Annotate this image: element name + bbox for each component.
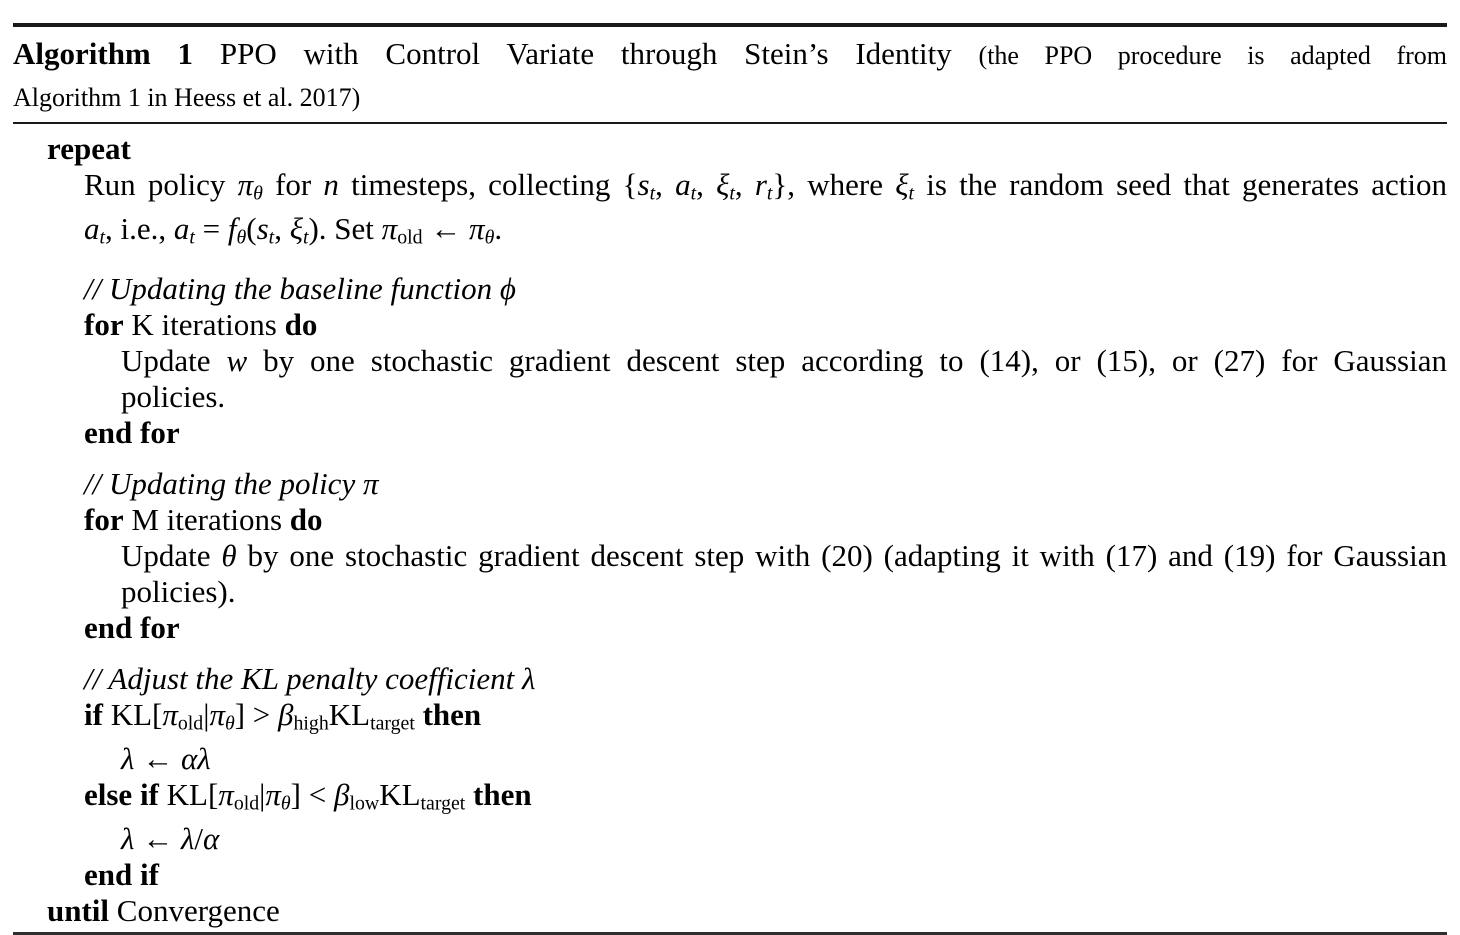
text-segment: π — [381, 211, 398, 247]
algorithm-line — [13, 777, 1447, 821]
algorithm-line — [13, 466, 1447, 502]
algorithm-line — [13, 610, 1447, 646]
text-segment: , i.e., — [105, 211, 174, 247]
text-segment: t — [690, 182, 697, 205]
algorithm-line — [13, 131, 1447, 167]
text-segment: timesteps, collecting — [338, 167, 623, 202]
text-segment: λ — [197, 741, 211, 777]
algorithm-line — [13, 857, 1447, 893]
text-segment: policies). — [121, 573, 236, 609]
text-segment: t — [729, 182, 735, 205]
text-segment: = — [194, 211, 228, 247]
text-segment: end if — [84, 857, 159, 893]
algorithm-line — [13, 821, 1447, 857]
text-segment: // Updating the baseline function ϕ — [84, 270, 516, 306]
text-segment: r — [754, 167, 767, 202]
text-segment: λ — [180, 821, 195, 857]
text-segment: ). Set — [308, 211, 382, 247]
text-segment: K iterations — [123, 306, 285, 342]
text-segment: // Updating the policy π — [84, 465, 379, 501]
text-segment — [415, 697, 423, 732]
text-segment: low — [349, 792, 380, 815]
text-segment: high — [293, 712, 329, 735]
text-segment: Convergence — [109, 893, 280, 929]
algorithm-line — [13, 741, 1447, 777]
text-segment: π — [209, 696, 225, 732]
algorithm-caption — [13, 34, 1447, 118]
text-segment: t — [268, 226, 275, 249]
text-segment: ξ — [716, 167, 730, 202]
text-segment: , — [274, 211, 290, 247]
text-segment: θ — [253, 182, 263, 205]
text-segment: ← — [134, 741, 181, 777]
text-segment: policies. — [121, 378, 226, 414]
text-segment: θ — [224, 712, 235, 735]
text-segment: a — [675, 167, 691, 202]
text-segment: Update — [121, 342, 227, 378]
text-segment: n — [323, 167, 339, 202]
text-segment: else if — [84, 777, 159, 813]
text-segment: }, where — [772, 167, 896, 202]
text-segment: λ — [121, 821, 135, 857]
text-segment: repeat — [47, 131, 131, 166]
text-segment: then — [473, 777, 532, 813]
algorithm-line — [13, 167, 1447, 211]
text-segment: a — [84, 211, 100, 247]
text-segment: Update — [121, 537, 222, 573]
text-segment: θ — [236, 226, 247, 249]
text-segment: by one stochastic gradient descent step with (20) (adapting it with (17) and (19) for Gaussian — [236, 537, 1447, 573]
text-segment: for — [84, 306, 124, 342]
algorithm-line — [13, 574, 1447, 610]
text-segment: t — [302, 226, 309, 249]
text-segment: is the random seed that generates action — [914, 167, 1448, 202]
text-segment: | — [203, 696, 210, 732]
text-segment: then — [422, 696, 482, 732]
text-segment: w — [226, 342, 248, 378]
text-segment: do — [289, 501, 323, 537]
line-spacer — [13, 256, 1447, 271]
top-rule — [13, 23, 1447, 27]
text-segment: π — [218, 777, 234, 813]
text-segment: ( — [246, 211, 257, 247]
algorithm-line — [13, 211, 1447, 255]
text-segment: M iterations — [123, 501, 290, 537]
text-segment: do — [284, 306, 318, 342]
text-segment — [465, 777, 473, 812]
text-segment: θ — [484, 226, 495, 249]
text-segment: s — [637, 167, 650, 202]
text-segment: KL[ — [102, 696, 163, 732]
text-segment: { — [622, 167, 638, 202]
text-segment: (the PPO procedure is adapted from — [978, 41, 1448, 70]
algorithm-line — [13, 697, 1447, 741]
text-segment: , — [655, 167, 676, 202]
text-segment: π — [469, 211, 485, 247]
line-spacer — [13, 646, 1447, 661]
text-segment: Algorithm 1 in Heess et al. 2017) — [13, 83, 361, 112]
text-segment: f — [227, 211, 237, 247]
text-segment: end for — [84, 609, 180, 645]
text-segment: old — [397, 226, 423, 249]
caption-rule — [13, 122, 1447, 124]
algorithm-line — [13, 343, 1447, 379]
line-spacer — [13, 451, 1447, 466]
algorithm-line — [13, 538, 1447, 574]
text-segment: KL — [328, 696, 371, 732]
text-segment: old — [233, 792, 260, 815]
text-segment: KL — [379, 777, 421, 813]
text-segment: a — [173, 211, 190, 247]
text-segment: ξ — [289, 211, 303, 247]
text-segment: t — [189, 226, 195, 249]
text-segment: ← — [422, 211, 470, 247]
text-segment: β — [278, 696, 294, 732]
algorithm-line — [13, 893, 1447, 929]
text-segment: π — [237, 167, 254, 202]
text-segment: if — [84, 696, 103, 732]
text-segment: | — [259, 777, 266, 813]
text-segment: until — [47, 893, 110, 929]
text-segment: t — [908, 182, 914, 205]
text-segment: PPO with Control Variate through Stein’s Identity — [219, 36, 979, 71]
text-segment: / — [194, 821, 203, 857]
text-segment: θ — [221, 537, 237, 573]
text-segment: by one stochastic gradient descent step according to (14), or (15), or (27) for Gaussian — [247, 342, 1447, 378]
text-segment: for — [84, 501, 124, 537]
text-segment: β — [333, 777, 350, 813]
algorithm-line — [13, 661, 1447, 697]
text-segment: , — [696, 167, 717, 202]
text-segment: for — [262, 167, 324, 202]
algorithm-line — [13, 271, 1447, 307]
algorithm-body — [13, 131, 1447, 929]
text-segment: // Adjust the KL penalty coefficient λ — [84, 660, 536, 696]
text-segment: ] > — [234, 696, 279, 732]
text-segment: Algorithm 1 — [13, 36, 220, 71]
algorithm-line — [13, 307, 1447, 343]
caption-line-2 — [13, 76, 1447, 118]
text-segment: Run policy — [84, 167, 238, 202]
text-segment: . — [494, 211, 503, 247]
text-segment: target — [370, 712, 415, 735]
text-segment: t — [766, 182, 773, 205]
text-segment: t — [649, 182, 656, 205]
text-segment: α — [203, 821, 220, 857]
text-segment: π — [265, 777, 281, 813]
text-segment: π — [162, 696, 178, 732]
text-segment: ← — [134, 821, 181, 857]
caption-line-1 — [13, 34, 1447, 76]
algorithm-line — [13, 415, 1447, 451]
text-segment: ξ — [895, 167, 909, 202]
text-segment: α — [180, 741, 198, 777]
text-segment: θ — [280, 792, 291, 815]
algorithm-line — [13, 502, 1447, 538]
text-segment: target — [420, 792, 466, 815]
algorithm-line — [13, 379, 1447, 415]
text-segment: λ — [121, 741, 135, 777]
text-segment: end for — [84, 414, 180, 450]
text-segment: s — [256, 211, 269, 247]
text-segment: KL[ — [158, 777, 219, 813]
text-segment: ] < — [290, 777, 334, 813]
text-segment: t — [99, 226, 106, 249]
text-segment: old — [177, 712, 204, 735]
text-segment: , — [734, 167, 755, 202]
